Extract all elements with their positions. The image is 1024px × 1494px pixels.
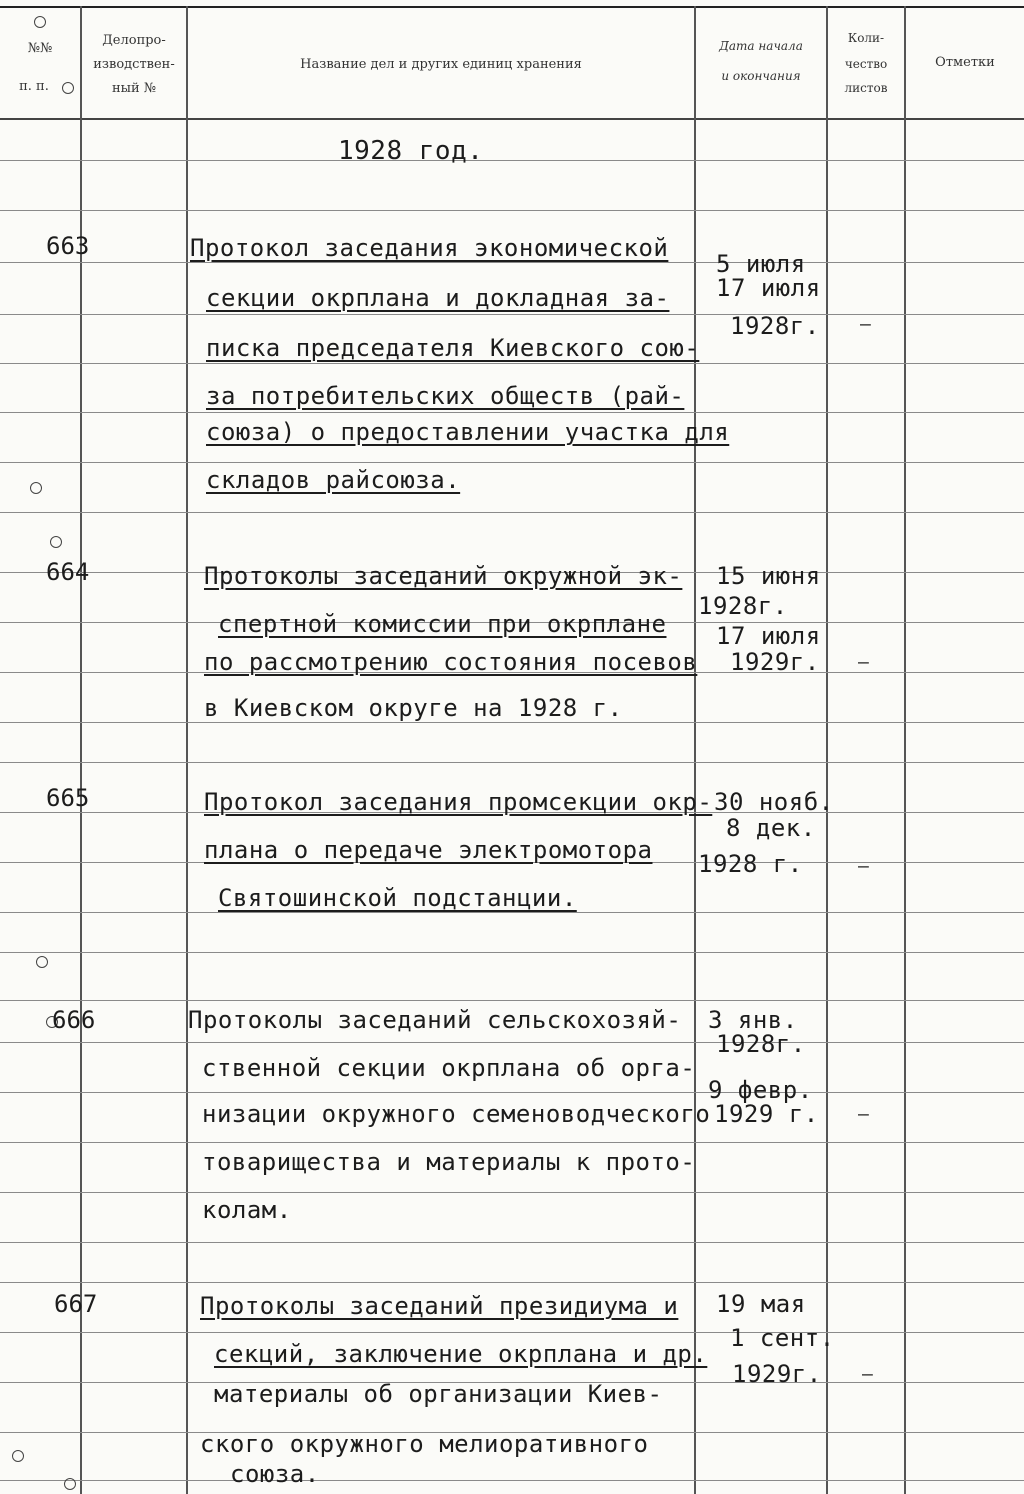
ruled-line [0, 1142, 1024, 1143]
ruled-line [0, 912, 1024, 913]
record-title-line: секции окрплана и докладная за- [206, 284, 670, 312]
ruled-line [0, 210, 1024, 211]
column-divider [186, 6, 188, 1494]
record-date: 8 дек. [726, 814, 816, 842]
punch-hole-icon [36, 956, 48, 968]
header-sheets-line1: Коли- [847, 31, 885, 45]
record-date: 15 июня [716, 562, 821, 590]
ruled-line [0, 160, 1024, 161]
record-title-line: за потребительских обществ (рай- [206, 382, 685, 410]
record-sheets: – [858, 856, 869, 877]
record-title-line: материалы об организации Киев- [214, 1380, 663, 1408]
header-notes: Отметки [935, 55, 995, 70]
punch-hole-icon [12, 1450, 24, 1462]
record-title-line: Протоколы заседаний сельскохозяй- [188, 1006, 682, 1034]
record-title-line: союза. [230, 1460, 320, 1488]
record-title-line: Протоколы заседаний президиума и [200, 1292, 679, 1320]
ruled-line [0, 1000, 1024, 1001]
record-title-line: по рассмотрению состояния посевов [204, 648, 698, 676]
record-sheets: – [862, 1364, 873, 1385]
record-title-line: Протокол заседания экономической [190, 234, 669, 262]
header-sheets-line2: чество [844, 57, 888, 71]
ruled-line [0, 952, 1024, 953]
record-title-line: товарищества и материалы к прото- [202, 1148, 696, 1176]
record-date: 1929г. [732, 1360, 822, 1388]
record-number: 663 [46, 232, 90, 260]
header-num: №№ [27, 41, 53, 56]
header-office-line3: ный № [111, 81, 157, 96]
record-date: 1928г. [716, 1030, 806, 1058]
record-date: 1928г. [698, 592, 788, 620]
record-number: 667 [54, 1290, 98, 1318]
ruled-line [0, 1042, 1024, 1043]
punch-hole-icon [64, 1478, 76, 1490]
record-title-line: Святошинской подстанции. [218, 884, 577, 912]
ruled-line [0, 363, 1024, 364]
header-sheets-line3: листов [844, 81, 888, 95]
punch-hole-icon [34, 16, 46, 28]
ruled-line [0, 1192, 1024, 1193]
record-title-line: Протокол заседания промсекции окр- [204, 788, 713, 816]
record-sheets: – [858, 1104, 869, 1125]
ruled-line [0, 722, 1024, 723]
header-dates-line1: Дата начала [719, 39, 803, 53]
ruled-line [0, 512, 1024, 513]
record-date: 1929 г. [714, 1100, 819, 1128]
record-title-line: ского окружного мелиоративного [200, 1430, 649, 1458]
ruled-line [0, 1282, 1024, 1283]
record-date: 5 июля [716, 250, 806, 278]
record-title-line: складов райсоюза. [206, 466, 461, 494]
ruled-line [0, 412, 1024, 413]
header-bottom-border [0, 118, 1024, 120]
record-title-line: союза) о предоставлении участка для [206, 418, 730, 446]
record-date: 1928 г. [698, 850, 803, 878]
header-office-line2: изводствен- [93, 57, 175, 72]
ruled-line [0, 462, 1024, 463]
record-title-line: плана о передаче электромотора [204, 836, 653, 864]
punch-hole-icon [50, 536, 62, 548]
punch-hole-icon [30, 482, 42, 494]
record-number: 666 [52, 1006, 96, 1034]
header-num-sub: п. п. [19, 79, 49, 94]
record-number: 665 [46, 784, 90, 812]
record-date: 19 мая [716, 1290, 806, 1318]
record-date: 1929г. [730, 648, 820, 676]
record-date: 17 июля [716, 274, 821, 302]
column-divider [904, 6, 906, 1494]
record-title-line: низации окружного семеноводческого [202, 1100, 711, 1128]
record-title-line: колам. [202, 1196, 292, 1224]
record-date: 3 янв. [708, 1006, 798, 1034]
year-heading: 1928 год. [338, 136, 484, 166]
ruled-line [0, 1480, 1024, 1481]
header-title: Название дел и других единиц хранения [300, 57, 582, 72]
record-sheets: – [858, 652, 869, 673]
record-title-line: Протоколы заседаний окружной эк- [204, 562, 683, 590]
ruled-line [0, 1092, 1024, 1093]
table-top-border [0, 6, 1024, 8]
record-date: 17 июля [716, 622, 821, 650]
record-number: 664 [46, 558, 90, 586]
record-title-line: в Киевском округе на 1928 г. [204, 694, 623, 722]
record-date: 9 февр. [708, 1076, 813, 1104]
record-title-line: писка председателя Киевского сою- [206, 334, 700, 362]
ruled-line [0, 1332, 1024, 1333]
record-title-line: ственной секции окрплана об орга- [202, 1054, 696, 1082]
column-divider [694, 6, 696, 1494]
ruled-line [0, 762, 1024, 763]
record-title-line: спертной комиссии при окрплане [218, 610, 667, 638]
record-title-line: секций, заключение окрплана и др. [214, 1340, 708, 1368]
record-date: 1928г. [730, 312, 820, 340]
header-office-line1: Делопро- [102, 33, 166, 48]
ruled-line [0, 262, 1024, 263]
record-date: 30 нояб. [714, 788, 834, 816]
column-divider [80, 6, 82, 1494]
header-dates-line2: и окончания [721, 69, 801, 83]
ruled-line [0, 1242, 1024, 1243]
record-sheets: – [860, 314, 871, 335]
record-date: 1 сент. [730, 1324, 835, 1352]
column-divider [826, 6, 828, 1494]
